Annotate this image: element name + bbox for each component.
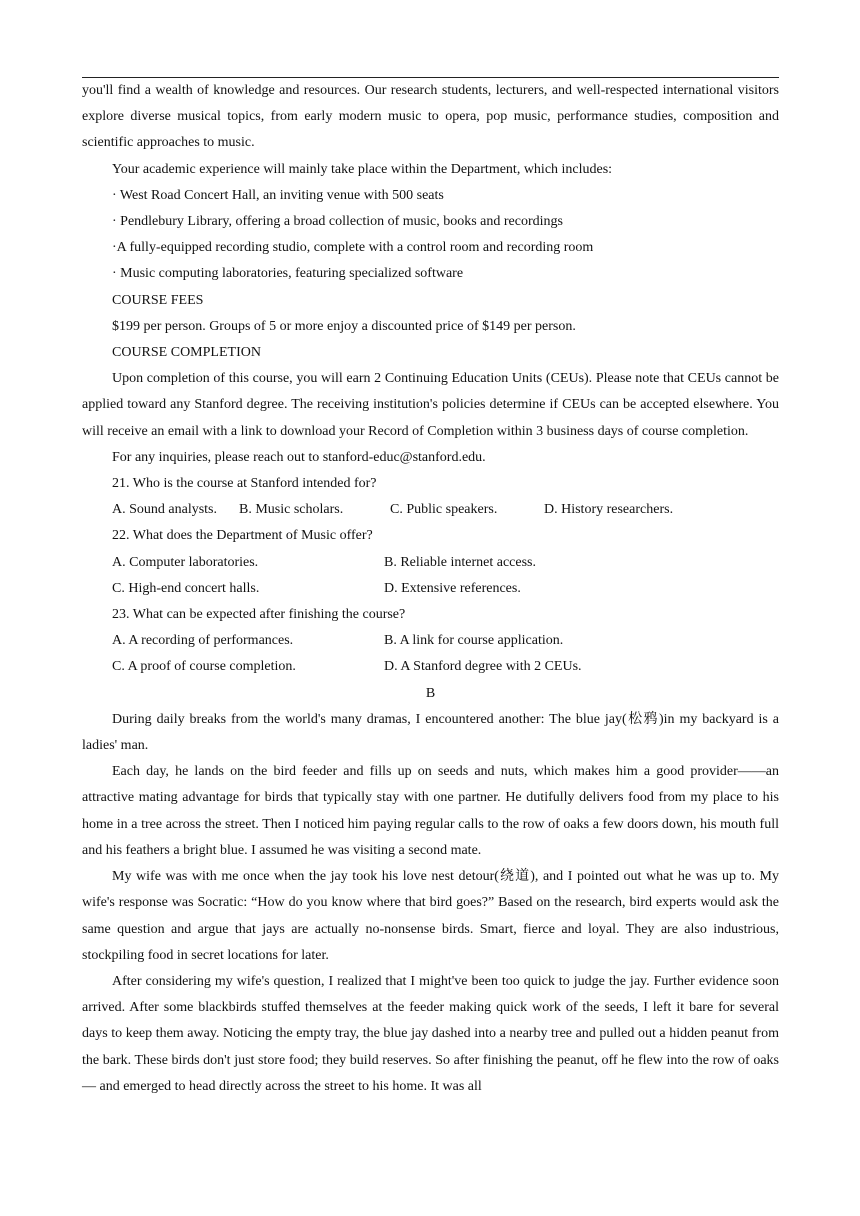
option-a: A. Computer laboratories. (112, 554, 259, 570)
completion-text: Upon completion of this course, you will earn 2 Continuing Education Units (CEUs). Please note that CEUs cannot be applied toward any Stanford degree. The receiving institution's policies determine if CEUs can be accepted elsewhere. You will receive an email with a link to download your Record of Completion within 3 business days of course completion. (82, 371, 779, 439)
question-22-options-row2 (82, 576, 779, 602)
option-d: D. Extensive references. (384, 580, 521, 596)
facility-item: · Music computing laboratories, featuring specialized software (112, 266, 464, 282)
option-d: D. A Stanford degree with 2 CEUs. (384, 659, 582, 675)
completion-heading: COURSE COMPLETION (112, 345, 261, 361)
option-b: B. Music scholars. (239, 502, 344, 518)
question-21-options (82, 497, 779, 523)
page-content (82, 78, 779, 1100)
inquiries-text: For any inquiries, please reach out to stanford-educ@stanford.edu. (112, 449, 486, 465)
facility-item: · Pendlebury Library, offering a broad collection of music, books and recordings (112, 214, 563, 230)
option-d: D. History researchers. (544, 502, 674, 518)
facility-item: ·A fully-equipped recording studio, complete with a control room and recording room (112, 240, 594, 256)
fees-heading: COURSE FEES (112, 292, 204, 308)
option-a: A. A recording of performances. (112, 633, 294, 649)
option-b: B. A link for course application. (384, 633, 564, 649)
question-21-stem: 21. Who is the course at Stanford intended for? (112, 476, 377, 492)
facility-item: · West Road Concert Hall, an inviting venue with 500 seats (112, 187, 444, 203)
passage-b-paragraph-4: After considering my wife's question, I realized that I might've been too quick to judge the jay. Further evidence soon arrived. After some blackbirds stuffed themselves at the feeder making quick work of the seeds, I left it bare for several days to keep them away. Noticing the empty tray, the blue jay dashed into a nearby tree and pulled out a hidden peanut from the bark. These birds don't just store food; they build reserves. So after finishing the peanut, off he flew into the row of oaks— and emerged to head directly across the street to his home. It was all (82, 973, 779, 1094)
question-22-options-row1 (82, 550, 779, 576)
option-c: C. High-end concert halls. (112, 580, 260, 596)
passage-a-intro: you'll find a wealth of knowledge and resources. Our research students, lecturers, and well-respected international visitors explore diverse musical topics, from early modern music to opera, pop music, performance studies, composition and scientific approaches to music. (82, 83, 779, 151)
question-23-options-row2 (82, 654, 779, 680)
option-c: C. Public speakers. (390, 502, 498, 518)
option-a: A. Sound analysts. (112, 502, 217, 518)
question-23-stem: 23. What can be expected after finishing the course? (112, 607, 406, 623)
option-c: C. A proof of course completion. (112, 659, 296, 675)
department-intro: Your academic experience will mainly take place within the Department, which includes: (112, 161, 613, 177)
question-23-options-row1 (82, 628, 779, 654)
passage-b-paragraph-3: My wife was with me once when the jay took his love nest detour(绕道), and I pointed out what he was up to. My wife's response was Socratic: “How do you know where that bird goes?” Based on the research, bird experts would ask the same question and argue that jays are actually no-nonsense birds. Smart, fierce and loyal. They are also industrious, stockpiling food in secret locations for later. (82, 869, 779, 963)
passage-b-paragraph-1: During daily breaks from the world's many dramas, I encountered another: The blue jay(松鸦)in my backyard is a ladies' man. (82, 711, 779, 754)
fees-text: $199 per person. Groups of 5 or more enjoy a discounted price of $149 per person. (112, 318, 576, 334)
passage-b-heading: B (425, 685, 436, 701)
passage-b-paragraph-2: Each day, he lands on the bird feeder and fills up on seeds and nuts, which makes him a good provider——an attractive mating advantage for birds that typically stay with one partner. He dutifully delivers food from my place to his home in a tree across the street. Then I noticed him paying regular calls to the row of oaks a few doors down, his mouth full and his feathers a bright blue. I assumed he was visiting a second mate. (82, 764, 779, 858)
option-b: B. Reliable internet access. (384, 554, 536, 570)
question-22-stem: 22. What does the Department of Music offer? (112, 528, 373, 544)
